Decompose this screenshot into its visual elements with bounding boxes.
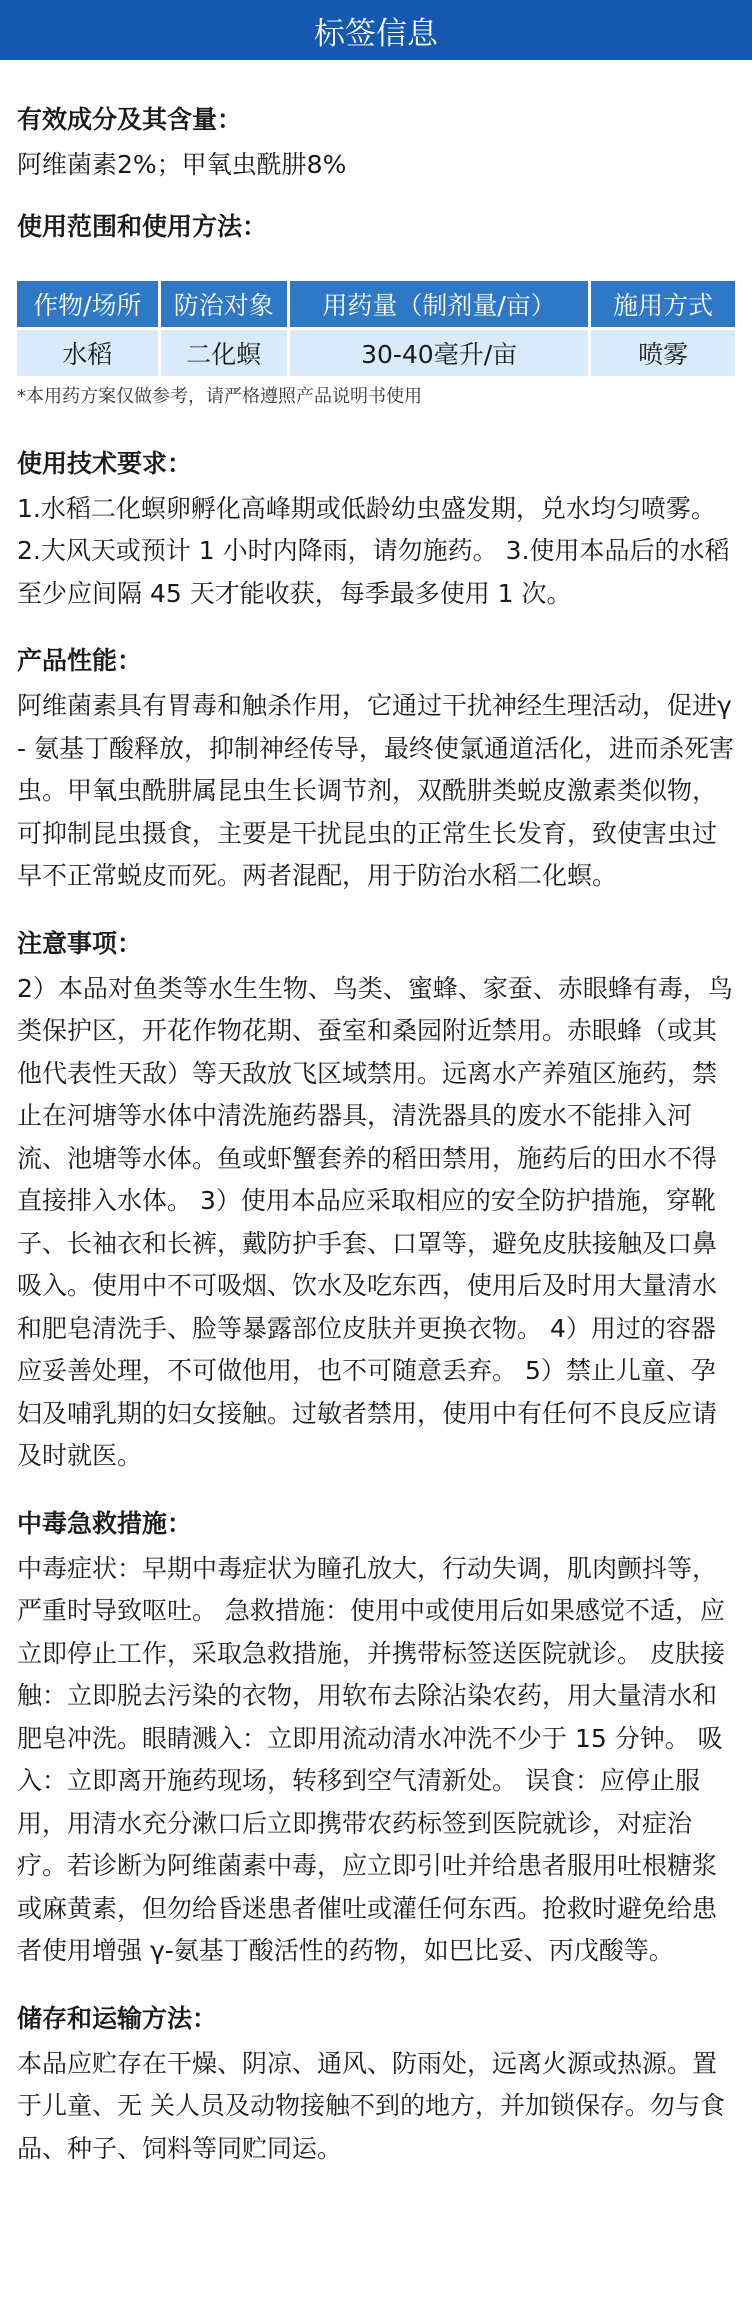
precautions-body: 2）本品对鱼类等水生生物、鸟类、蜜蜂、家蚕、赤眼蜂有毒，鸟类保护区，开花作物花期、蚕室和桑园附近禁用。赤眼蜂（或其他代表性天敌）等天敌放飞区域禁用。远离水产养殖区施药，禁止在河塘等水体中清洗施药器具，清洗器具的废水不能排入河流、池塘等水体。鱼或虾蟹套养的稻田禁用，施药后的田水不得直接排入水体。 3）使用本品应采取相应的安全防护措施，穿靴子、长袖衣和长裤，戴防护手套、口罩等，避免皮肤接触及口鼻吸入。使用中不可吸烟、饮水及吃东西，使用后及时用大量清水和肥皂清洗手、脸等暴露部位皮肤并更换衣物。 4）用过的容器应妥善处理，不可做他用，也不可随意丢弃。 5）禁止儿童、孕妇及哺乳期的妇女接触。过敏者禁用，使用中有任何不良反应请及时就医。: [17, 973, 733, 1470]
dosage-cell-dose: 30-40毫升/亩: [290, 327, 592, 376]
usage-title: 使用范围和使用方法：: [17, 211, 268, 241]
technical-requirements-title: 使用技术要求：: [17, 448, 193, 478]
dosage-table-header-row: [17, 281, 735, 327]
label-info-header: [0, 0, 752, 60]
dosage-cell-method: 喷雾: [591, 327, 735, 376]
product-performance-section: [17, 643, 735, 898]
first-aid-section: [17, 1506, 735, 1973]
dosage-disclaimer: *本用药方案仅做参考，请严格遵照产品说明书使用: [17, 385, 422, 407]
dosage-header-target: 防治对象: [161, 281, 290, 327]
active-ingredients-body: 阿维菌素2%；甲氧虫酰肼8%: [17, 150, 347, 179]
active-ingredients-section: [17, 102, 735, 187]
table-row: [17, 327, 735, 376]
usage-section: [17, 209, 735, 410]
product-performance-title: 产品性能：: [17, 646, 143, 675]
technical-requirements-section: [17, 446, 735, 616]
label-content: [0, 60, 752, 2170]
storage-transport-body: 本品应贮存在干燥、阴凉、通风、防雨处，远离火源或热源。置于儿童、无 关人员及动物接触不到的地方，并加锁保存。勿与食品、种子、饲料等同贮同运。: [17, 2048, 725, 2163]
storage-transport-section: [17, 2001, 735, 2171]
precautions-section: [17, 926, 735, 1478]
dosage-header-crop: 作物/场所: [17, 281, 161, 327]
technical-requirements-body: 1.水稻二化螟卵孵化高峰期或低龄幼虫盛发期，兑水均匀喷雾。 2.大风天或预计 1 小时内降雨，请勿施药。 3.使用本品后的水稻至少应间隔 45 天才能收获，每季最多使用 1 次。: [17, 493, 730, 608]
first-aid-body: 中毒症状：早期中毒症状为瞳孔放大，行动失调，肌肉颤抖等，严重时导致呕吐。 急救措施：使用中或使用后如果感觉不适，应立即停止工作，采取急救措施，并携带标签送医院就诊。 皮肤接触：立即脱去污染的衣物，用软布去除沾染农药，用大量清水和肥皂冲洗。眼睛溅入：立即用流动清水冲洗不少于 15 分钟。 吸入：立即离开施药现场，转移到空气清新处。 误食：应停止服用，用清水充分漱口后立即携带农药标签到医院就诊，对症治疗。若诊断为阿维菌素中毒，应立即引吐并给患者服用吐根糖浆或麻黄素，但勿给昏迷患者催吐或灌任何东西。抢救时避免给患者使用增强 γ-氨基丁酸活性的药物，如巴比妥、丙戊酸等。: [17, 1553, 725, 1965]
page-title: 标签信息: [314, 15, 438, 52]
precautions-title: 注意事项：: [17, 928, 143, 958]
dosage-header-method: 施用方式: [591, 281, 735, 327]
first-aid-title: 中毒急救措施：: [17, 1508, 193, 1538]
product-performance-body: 阿维菌素具有胃毒和触杀作用，它通过干扰神经生理活动，促进γ - 氨基丁酸释放，抑制神经传导，最终使氯通道活化，进而杀死害虫。甲氧虫酰肼属昆虫生长调节剂，双酰肼类蜕皮激素类似物，可抑制昆虫摄食，主要是干扰昆虫的正常生长发育，致使害虫过早不正常蜕皮而死。两者混配，用于防治水稻二化螟。: [17, 691, 734, 890]
dosage-cell-crop: 水稻: [17, 327, 161, 376]
dosage-cell-target: 二化螟: [161, 327, 290, 376]
storage-transport-title: 储存和运输方法：: [17, 2003, 218, 2033]
dosage-table: [17, 281, 735, 376]
active-ingredients-title: 有效成分及其含量：: [17, 105, 243, 134]
dosage-header-dose: 用药量（制剂量/亩）: [290, 281, 592, 327]
